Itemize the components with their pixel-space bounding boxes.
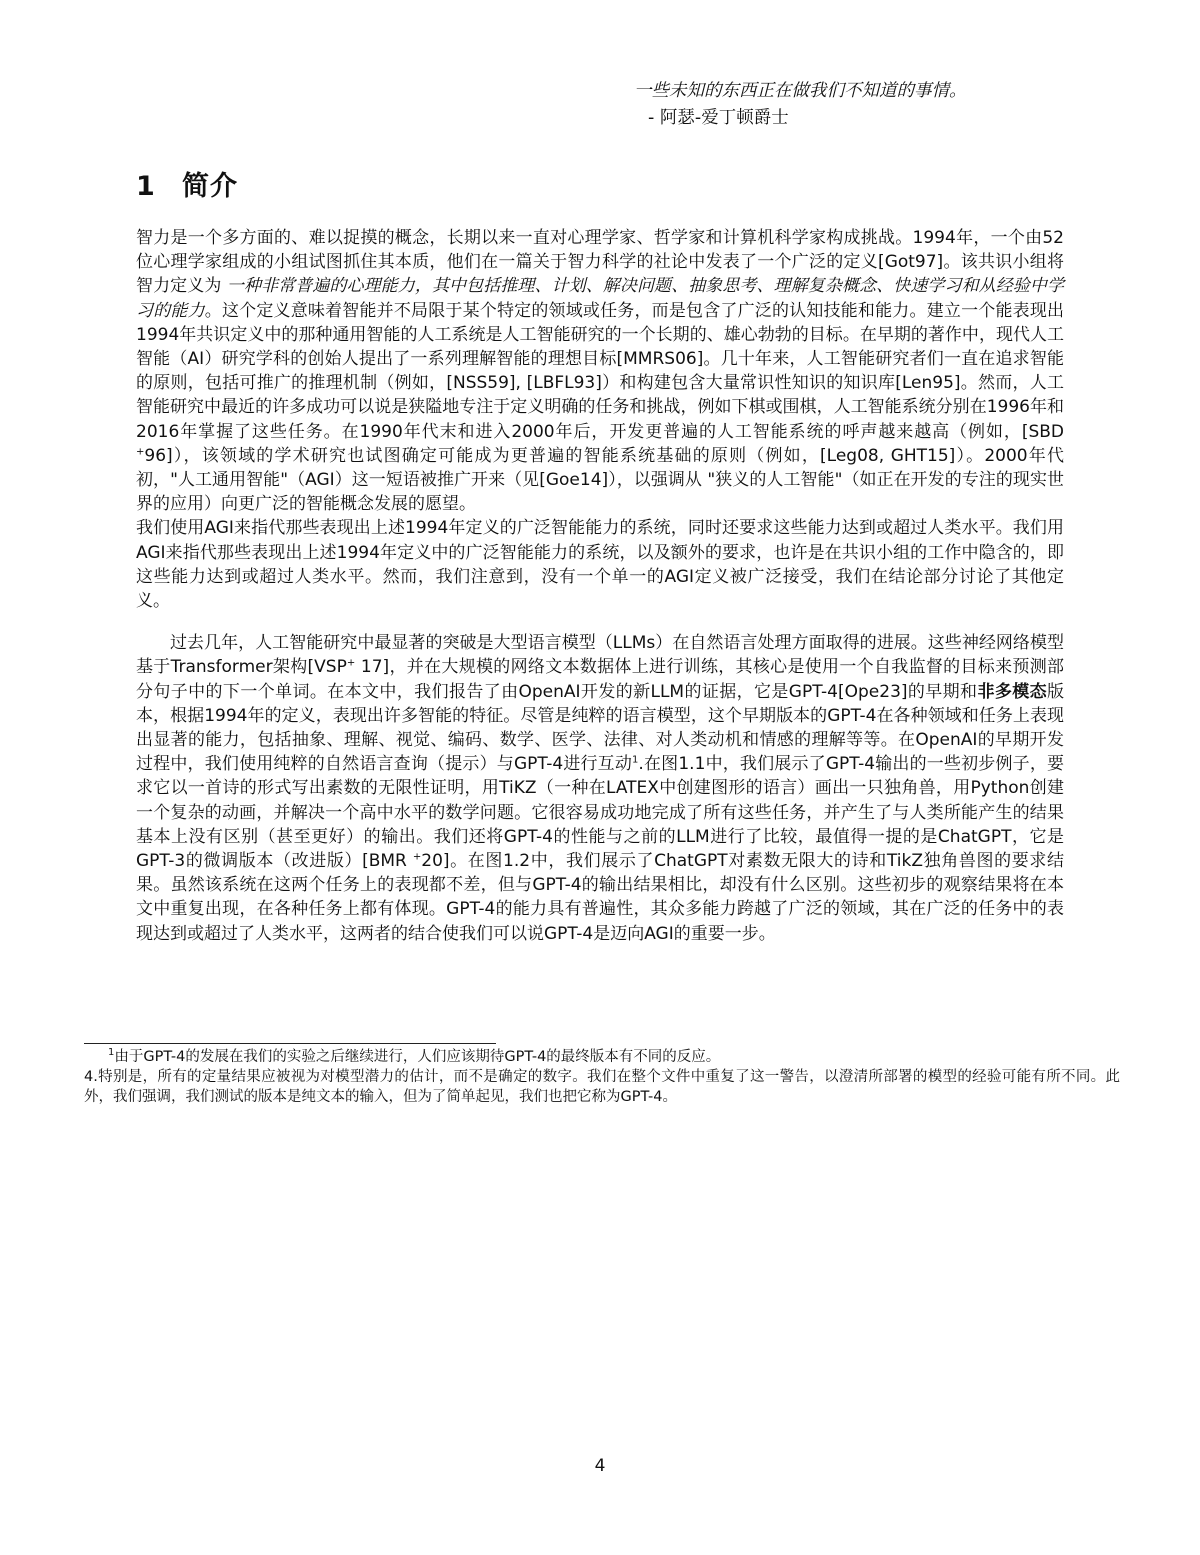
page-number: 4 bbox=[594, 1456, 606, 1476]
paragraph-3-text-a: 过去几年，人工智能研究中最显著的突破是大型语言模型（LLMs）在自然语言处理方面取得的进展。这些神经网络模型基于Transformer架构[VSP bbox=[136, 633, 1064, 678]
paragraph-3-text-e: 20]。在图1.2中，我们展示了ChatGPT对素数无限大的诗和TikZ独角兽图的要求结果。虽然该系统在这两个任务上的表现都不差，但与GPT-4的输出结果相比，却没有什么区别。这些初步的观察结果将在本文中重复出现，在各种任务上都有体现。GPT-4的能力具有普遍性，其众多能力跨越了广泛的领域，其在广泛的任务中的表现达到或超过了人类水平，这两者的结合使我们可以说GPT-4是迈向AGI的重要一步。 bbox=[136, 851, 1064, 944]
paragraph-3-text-d: .在图1.1中，我们展示了GPT-4输出的一些初步例子，要求它以一首诗的形式写出素数的无限性证明，用TiKZ（一种在LATEX中创建图形的语言）画出一只独角兽，用Python创建一个复杂的动画，并解决一个高中水平的数学问题。它很容易成功地完成了所有这些任务，并产生了与人类所能产生的结果基本上没有区别（甚至更好）的输出。我们还将GPT-4的性能与之前的LLM进行了比较，最值得一提的是ChatGPT，它是GPT-3的微调版本（改进版）[BMR bbox=[136, 754, 1065, 872]
footnote-divider bbox=[84, 1043, 496, 1044]
paragraph-3-text-b: 17]，并在大规模的网络文本数据体上进行训练，其核心是使用一个自我监督的目标来预测部分句子中的下一个单词。在本文中，我们报告了由OpenAI开发的新LLM的证据，它是GPT-4[Ope23]的早期和 bbox=[136, 657, 1064, 702]
paragraph-1-text-c: 96]），该领域的学术研究也试图确定可能成为更普遍的智能系统基础的原则（例如，[Leg08, GHT15]）。2000年代初，"人工通用智能"（AGI）这一短语被推广开来（见[Goe14]），以强调从 "狭义的人工智能"（如正在开发的专注的现实世界的应用）向更广泛的智能概念发展的愿望。 bbox=[136, 445, 1064, 515]
citation-superscript: + bbox=[346, 657, 356, 669]
footnote-1 bbox=[84, 1047, 1120, 1067]
epigraph bbox=[634, 78, 1074, 132]
bold-term: 非多模态 bbox=[977, 681, 1047, 702]
intelligence-definition: 一种非常普遍的心理能力，其中包括推理、计划、解决问题、抽象思考、理解复杂概念、快速学习和从经验中学习的能力 bbox=[136, 276, 1065, 321]
paragraph-1-text-b: 。这个定义意味着智能并不局限于某个特定的领域或任务，而是包含了广泛的认知技能和能力。建立一个能表现出1994年共识定义中的那种通用智能的人工系统是人工智能研究的一个长期的、雄心勃勃的目标。在早期的著作中，现代人工智能（AI）研究学科的创始人提出了一系列理解智能的理想目标[MMRS06]。几十年来，人工智能研究者们一直在追求智能的原则，包括可推广的推理机制（例如，[NSS59], [LBFL93]）和构建包含大量常识性知识的知识库[Len95]。然而，人工智能研究中最近的许多成功可以说是狭隘地专注于定义明确的任务和挑战，例如下棋或围棋，人工智能系统分别在1996年和2016年掌握了这些任务。在1990年代末和进入2000年后，开发更普遍的人工智能系统的呼声越来越高（例如，[SBD bbox=[136, 300, 1065, 442]
section-title: 简介 bbox=[182, 171, 238, 202]
paragraph-1 bbox=[136, 226, 1064, 516]
paragraph-3 bbox=[136, 631, 1064, 946]
footnote-2: 4.特别是，所有的定量结果应被视为对模型潜力的估计，而不是确定的数字。我们在整个文件中重复了这一警告，以澄清所部署的模型的经验可能有所不同。此外，我们强调，我们测试的版本是纯文本的输入，但为了简单起见，我们也把它称为GPT-4。 bbox=[84, 1069, 1120, 1105]
paragraph-2: 我们使用AGI来指代那些表现出上述1994年定义的广泛智能能力的系统，同时还要求这些能力达到或超过人类水平。我们用AGI来指代那些表现出上述1994年定义中的广泛智能能力的系统，以及额外的要求，也许是在共识小组的工作中隐含的，即这些能力达到或超过人类水平。然而，我们注意到，没有一个单一的AGI定义被广泛接受，我们在结论部分讨论了其他定义。 bbox=[136, 518, 1064, 612]
section-number: 1 bbox=[136, 171, 156, 202]
section-body bbox=[136, 226, 1064, 946]
footnote-1-mark: 1 bbox=[108, 1047, 115, 1059]
section-heading bbox=[136, 164, 238, 203]
epigraph-quote: 一些未知的东西正在做我们不知道的事情。 bbox=[634, 81, 967, 101]
citation-superscript: + bbox=[136, 446, 145, 458]
footnote-marker[interactable]: 1 bbox=[632, 754, 639, 766]
footnote-1-text: 由于GPT-4的发展在我们的实验之后继续进行，人们应该期待GPT-4的最终版本有不同的反应。 bbox=[114, 1049, 721, 1065]
paragraph-1-text-a: 智力是一个多方面的、难以捉摸的概念，长期以来一直对心理学家、哲学家和计算机科学家构成挑战。1994年，一个由52位心理学家组成的小组试图抓住其本质，他们在一篇关于智力科学的社论中发表了一个广泛的定义[Got97]。该共识小组将智力定义为 bbox=[136, 228, 1064, 297]
paragraph-3-text-c: 版本，根据1994年的定义，表现出许多智能的特征。尽管是纯粹的语言模型，这个早期版本的GPT-4在各种领域和任务上表现出显著的能力，包括抽象、理解、视觉、编码、数学、医学、法律、对人类动机和情感的理解等等。在OpenAI的早期开发过程中，我们使用纯粹的自然语言查询（提示）与GPT-4进行互动 bbox=[136, 681, 1064, 775]
citation-superscript: + bbox=[412, 851, 422, 863]
footnotes bbox=[84, 1047, 1120, 1107]
epigraph-author: - 阿瑟-爱丁顿爵士 bbox=[648, 108, 789, 128]
